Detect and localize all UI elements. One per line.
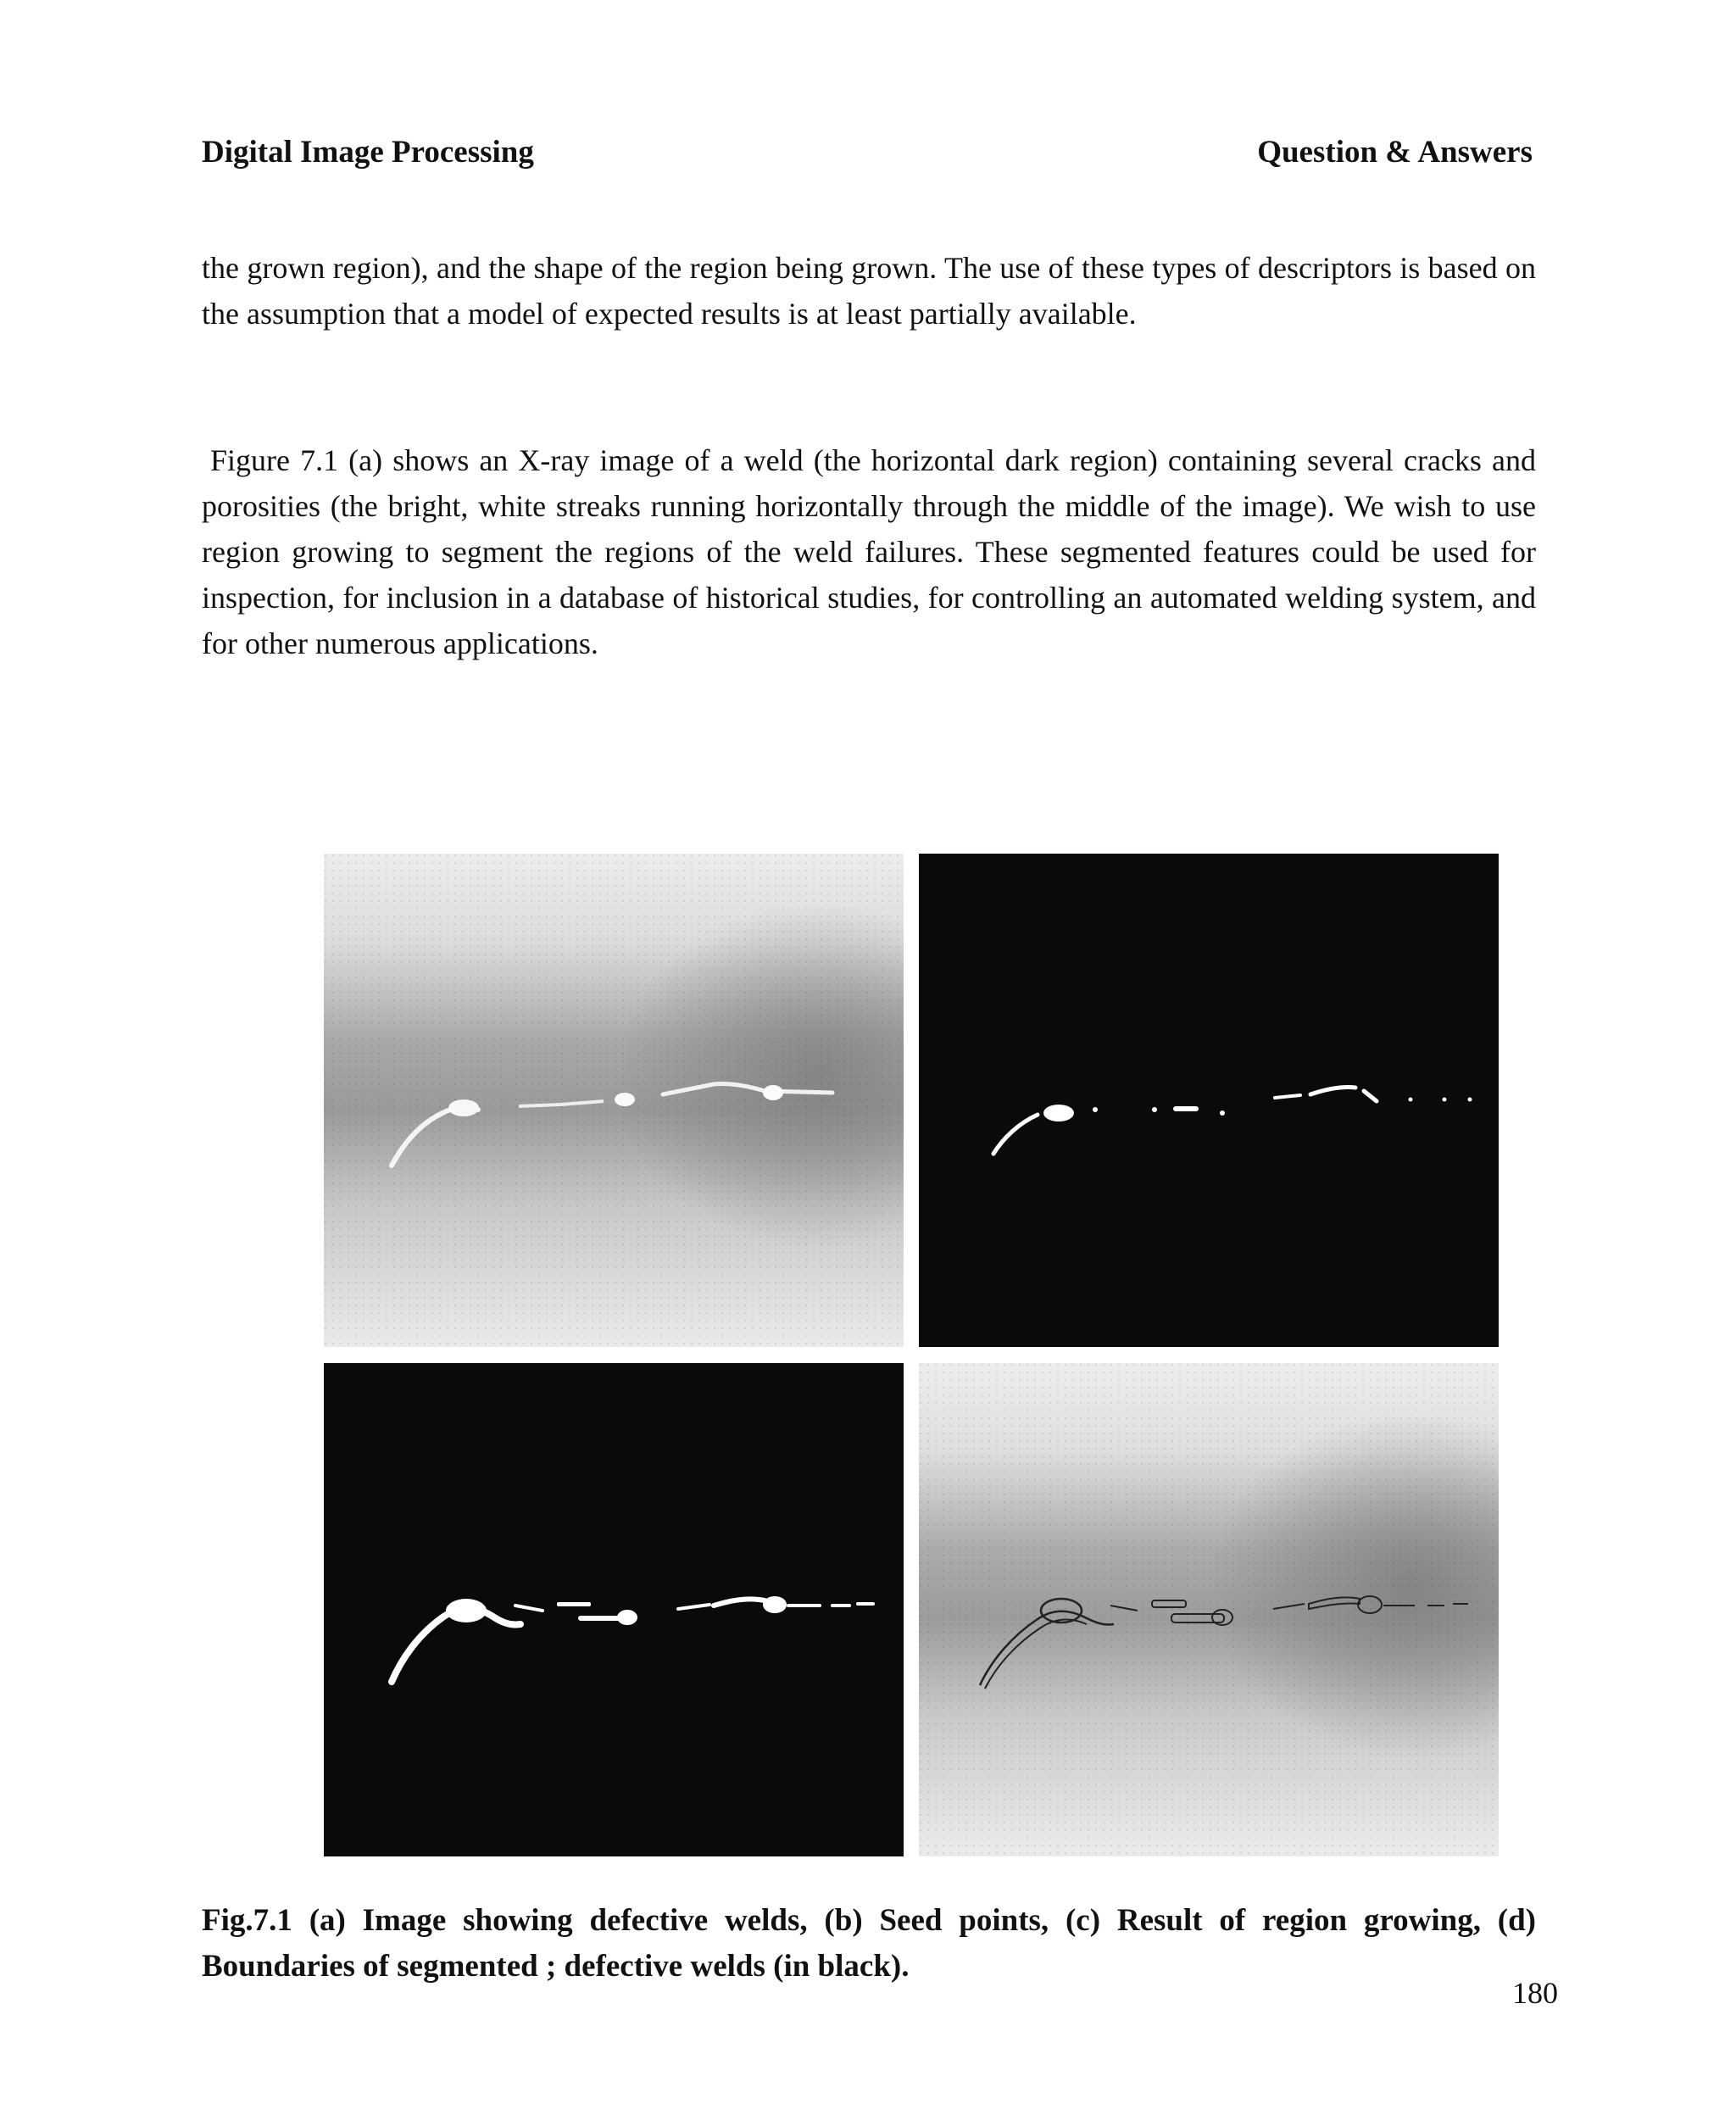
figure-7-1: [324, 854, 1495, 1856]
figure-panel-a-xray-weld: [324, 854, 904, 1347]
figure-panel-b-seed-points: [919, 854, 1499, 1347]
figure-panel-c-region-growing: [324, 1363, 904, 1856]
page-number: 180: [1512, 1976, 1558, 2010]
figure-caption: Fig.7.1 (a) Image showing defective welds, (b) Seed points, (c) Result of region growing, (d) Boundaries of segmented ; defective welds (in black).: [202, 1903, 1536, 1984]
header-title: Digital Image Processing: [202, 135, 534, 170]
paragraph-2: Figure 7.1 (a) shows an X-ray image of a weld (the horizontal dark region) containing several cracks and porosities (the bright, white streaks running horizontally through the middle of the image). We wish to use region growing to segment the regions of the weld failures. These segmented features could be used for inspection, for inclusion in a database of historical studies, for controlling an automated welding system, and for other numerous applications.: [202, 443, 1536, 660]
figure-panel-d-boundaries: [919, 1363, 1499, 1856]
header-section: Question & Answers: [1257, 135, 1533, 170]
paragraph-1: the grown region), and the shape of the region being grown. The use of these types of descriptors is based on the assumption that a model of expected results is at least partially available.: [202, 251, 1536, 331]
